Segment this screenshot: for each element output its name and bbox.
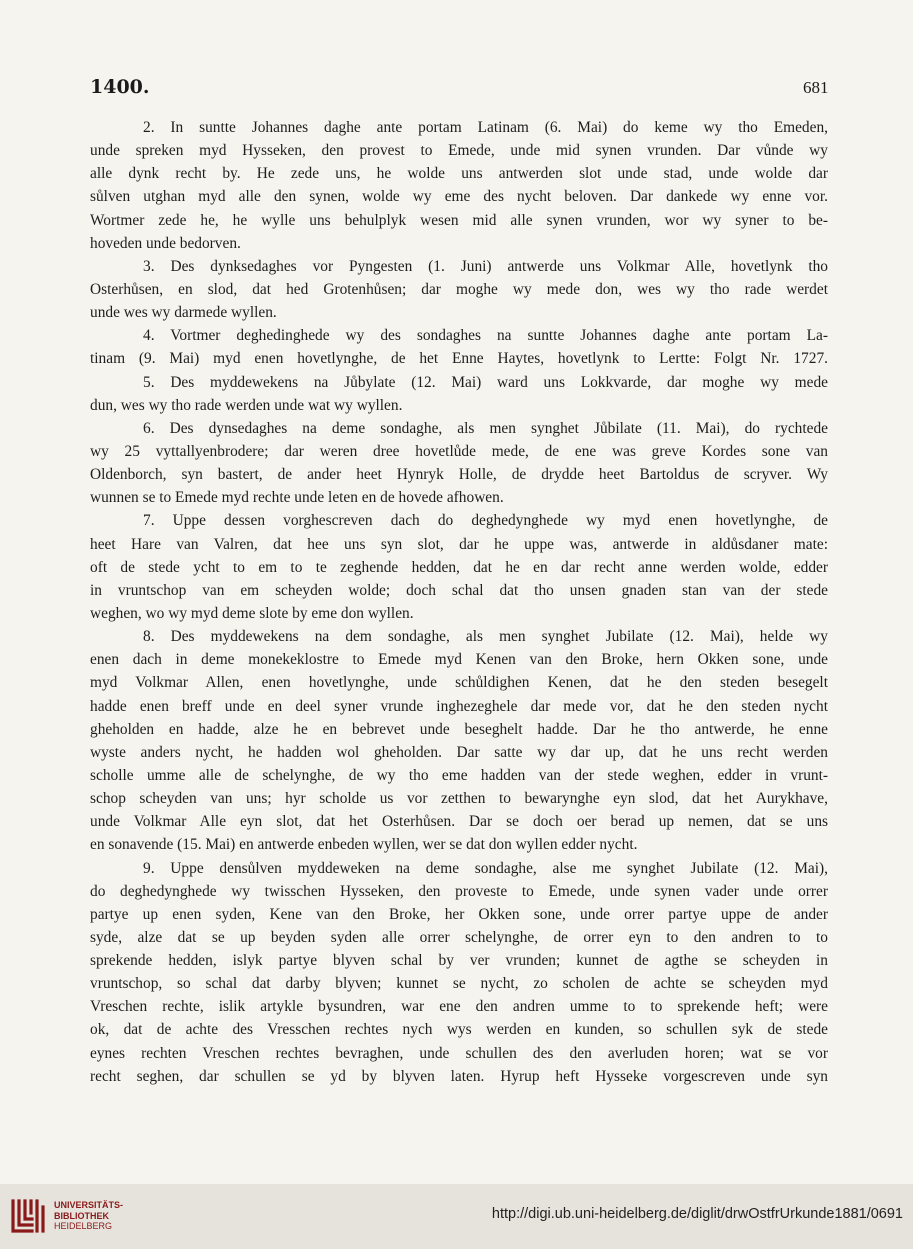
- text-line: weghen, wo wy myd deme slote by eme don wyllen.: [90, 604, 414, 622]
- text-line: vruntschop, so schal dat darby blyven; kunnet se nycht, zo scholen de achte se scheyden myd: [90, 975, 828, 993]
- text-line: sprekende hedden, islyk partye blyven schal by ver vrunden; kunnet de agthe se scheyden in: [90, 952, 828, 970]
- text-line: unde Volkmar Alle eyn slot, dat het Osterhůsen. Dar se doch oer berad up nemen, dat se uns: [90, 813, 828, 831]
- source-url-link[interactable]: http://digi.ub.uni-heidelberg.de/diglit/drwOstfrUrkunde1881/0691: [491, 1206, 903, 1222]
- page-number: 681: [803, 78, 829, 97]
- footer-bar: [0, 1184, 913, 1249]
- text-line: dun, wes wy tho rade werden unde wat wy wyllen.: [90, 396, 403, 414]
- text-line: 9. Uppe densůlven myddeweken na deme sondaghe, alse me synghet Jubilate (12. Mai),: [143, 859, 828, 877]
- text-line: enen dach in deme monekeklostre to Emede myd Kenen van den Broke, hern Okken sone, unde: [90, 651, 828, 669]
- text-line: 5. Des myddewekens na Jůbylate (12. Mai) ward uns Lokkvarde, dar moghe wy mede: [143, 373, 828, 391]
- text-line: partye up enen syden, Kene van den Broke, her Okken sone, unde orrer partye uppe de ander: [90, 905, 828, 923]
- text-line: Oldenborch, syn bastert, de ander heet Hynryk Holle, de drydde heet Bartoldus de scryver. Wy: [90, 466, 828, 484]
- text-line: recht seghen, dar schullen se yd by blyven laten. Hyrup heft Hysseke vorgescreven unde syn: [90, 1067, 828, 1085]
- text-line: sůlven utghan myd alle den synen, wolde wy eme des nycht beloven. Dar dankede wy enne vor.: [90, 188, 828, 206]
- text-line: 4. Vortmer deghedinghede wy des sondaghes na suntte Johannes daghe ante portam La-: [143, 327, 828, 345]
- text-line: oft de stede ycht to em to te zeghende hedden, dat he en dar recht anne werden wolde, edder: [90, 558, 828, 576]
- text-line: alle dynk recht by. He zede uns, he wolde uns antwerden slot unde stad, unde wolde dar: [90, 165, 828, 183]
- university-library-logo-icon: [10, 1195, 50, 1235]
- text-line: Wortmer zede he, he wylle uns behulplyk wesen mid alle synen vrunden, wor wy syner to be-: [90, 211, 828, 229]
- text-line: 6. Des dynsedaghes na deme sondaghe, als men synghet Jůbilate (11. Mai), do rychtede: [143, 419, 828, 437]
- text-line: ok, dat de achte des Vresschen rechtes nych wys werden en kunden, so schullen syk de stede: [90, 1021, 828, 1039]
- library-name-line-2: BIBLIOTHEK: [54, 1210, 109, 1221]
- library-name: [54, 1200, 123, 1232]
- library-name-line-1: UNIVERSITÄTS-: [54, 1200, 124, 1210]
- text-line: 8. Des myddewekens na dem sondaghe, als men synghet Jubilate (12. Mai), helde wy: [143, 628, 828, 646]
- text-line: heet Hare van Valren, dat hee uns syn slot, dar he uppe was, antwerde in aldůsdaner mate:: [90, 535, 828, 553]
- text-line: wyste anders nycht, he hadden wol gheholden. Dar satte wy dar up, dat he uns recht werden: [90, 743, 828, 761]
- text-line: en sonavende (15. Mai) en antwerde enbeden wyllen, wer se dat don wyllen edder nycht.: [90, 836, 638, 854]
- text-line: 3. Des dynksedaghes vor Pyngesten (1. Juni) antwerde uns Volkmar Alle, hovetlynk tho: [143, 257, 828, 275]
- text-line: unde spreken myd Hysseken, den provest to Emede, unde mid synen vrunden. Dar vůnde wy: [90, 142, 828, 160]
- text-line: scholle umme alle de schelynghe, de wy tho eme hadden van der stede weghen, edder in vrunt-: [90, 766, 828, 784]
- text-line: eynes rechten Vreschen rechtes bevraghen, unde schullen des den averluden horen; wat se vor: [90, 1044, 828, 1062]
- text-line: 2. In suntte Johannes daghe ante portam Latinam (6. Mai) do keme wy tho Emeden,: [143, 119, 828, 136]
- text-line: Vreschen rechte, islik artykle bysundren, war ene den andren umme to to sprekende heft; were: [90, 998, 828, 1016]
- library-name-line-3: HEIDELBERG: [54, 1221, 113, 1231]
- text-line: 7. Uppe dessen vorghescreven dach do deghedynghede wy myd enen hovetlynghe, de: [143, 512, 828, 530]
- text-line: myd Volkmar Allen, enen hovetlynghe, unde schůldighen Kenen, dat he den steden besegelt: [90, 674, 828, 692]
- text-line: tinam (9. Mai) myd enen hovetlynghe, de het Enne Haytes, hovetlynk to Lertte: Folgt Nr. 1727.: [90, 350, 828, 368]
- text-line: hoveden unde bedorven.: [90, 234, 241, 252]
- text-line: syde, alze dat se up beyden syden alle orrer schelynghe, de orrer eyn to den andren to to: [90, 928, 828, 946]
- text-line: do deghedynghede wy twisschen Hysseken, den proveste to Emede, unde synen vader unde orrer: [90, 882, 828, 900]
- text-line: hadde enen breff unde en deel syner vrunde inghezeghele dar mede vor, dat he den steden nycht: [90, 697, 828, 715]
- document-body: [90, 116, 828, 1088]
- page-header-year: 1400.: [90, 76, 150, 98]
- text-line: wunnen se to Emede myd rechte unde leten en de hovede afhowen.: [90, 489, 504, 507]
- text-line: schop scheyden van uns; hyr scholde us vor zetthen to bewarynghe eyn slod, dat het Aurykhave,: [90, 790, 828, 808]
- text-line: wy 25 vyttallyenbrodere; dar weren dree hovetlůde mede, de ene was greve Kordes sone van: [90, 442, 828, 460]
- text-line: unde wes wy darmede wyllen.: [90, 304, 277, 322]
- text-line: in vruntschop van em scheyden wolde; doch schal dat tho unsen gnaden stan van der stede: [90, 581, 828, 599]
- text-line: gheholden en hadde, alze he en bebrevet unde beseghelt hadde. Dar he tho antwerde, he enne: [90, 720, 828, 738]
- text-line: Osterhůsen, en slod, dat hed Grotenhůsen; dar moghe wy mede don, wes wy tho rade werdet: [90, 280, 828, 298]
